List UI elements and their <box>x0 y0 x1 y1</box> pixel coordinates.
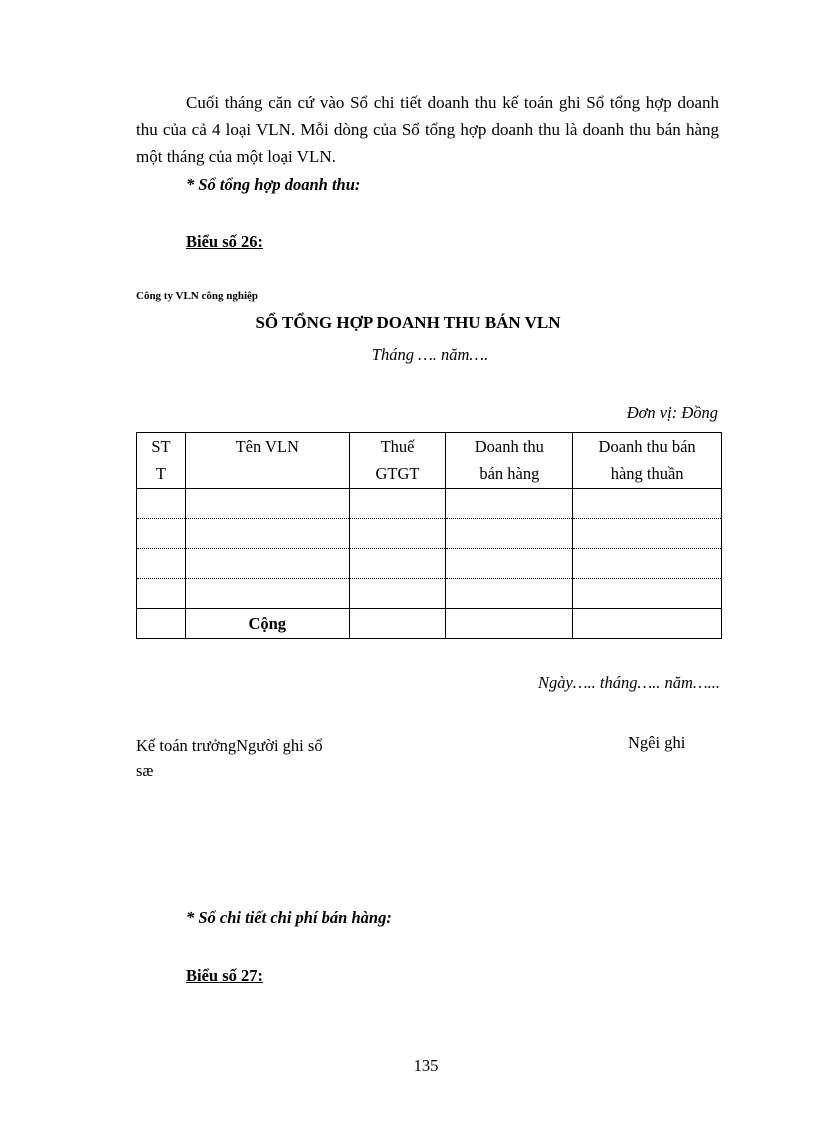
intro-paragraph: Cuối tháng căn cứ vào Sổ chi tiết doanh thu kế toán ghi Sổ tổng hợp doanh thu của cả 4 loại VLN. Mỗi dòng của Sổ tổng hợp doanh thu là doanh thu bán hàng một tháng của một loại VLN. <box>136 93 719 166</box>
table-cell <box>349 579 446 609</box>
table-header-row <box>137 433 722 489</box>
date-line: Ngày….. tháng….. năm…... <box>538 673 720 692</box>
form-title: SỔ TỔNG HỢP DOANH THU BÁN VLN <box>255 313 561 332</box>
table-cell <box>185 579 349 609</box>
signature-left <box>136 733 323 783</box>
table-cell <box>573 549 722 579</box>
table-cell <box>349 549 446 579</box>
table-cell <box>446 609 573 639</box>
table-cell <box>349 519 446 549</box>
table-row <box>137 489 722 519</box>
table-cell <box>573 519 722 549</box>
table-cell <box>185 519 349 549</box>
signature-right: Ngêi ghi <box>628 733 686 752</box>
table-cell <box>446 519 573 549</box>
table-cell <box>137 549 186 579</box>
column-header-vat: Thuế GTGT <box>349 433 446 489</box>
table-cell <box>573 579 722 609</box>
table-total-row <box>137 609 722 639</box>
table-cell <box>573 609 722 639</box>
table-cell <box>446 489 573 519</box>
table-cell <box>573 489 722 519</box>
form-number-label: Biểu số 26: <box>186 232 264 251</box>
table-cell <box>446 549 573 579</box>
column-header-name: Tên VLN <box>185 433 349 489</box>
table-row <box>137 579 722 609</box>
table-cell <box>185 489 349 519</box>
table-cell <box>137 609 186 639</box>
total-label: Cộng <box>185 609 349 639</box>
table-cell <box>349 609 446 639</box>
page-number: 135 <box>413 1056 439 1075</box>
currency-unit: Đơn vị: Đồng <box>626 403 718 422</box>
column-header-sales-revenue: Doanh thu bán hàng <box>446 433 573 489</box>
section-heading-revenue-summary: * Sổ tổng hợp doanh thu: <box>186 175 361 194</box>
section-heading-selling-expense: * Sổ chi tiết chi phí bán hàng: <box>186 908 392 927</box>
form-number-label-2: Biểu số 27: <box>186 966 264 985</box>
table-cell <box>349 489 446 519</box>
form-period: Tháng …. năm…. <box>371 345 489 364</box>
revenue-summary-table <box>136 432 722 639</box>
signature-chief-accountant: Kế toán trưởngNgười ghi sổ <box>136 736 323 755</box>
table-row <box>137 519 722 549</box>
table-cell <box>137 519 186 549</box>
table-cell <box>137 489 186 519</box>
table-cell <box>185 549 349 579</box>
company-name: Công ty VLN công nghiệp <box>136 290 259 302</box>
table-cell <box>137 579 186 609</box>
column-header-net-revenue: Doanh thu bán hàng thuần <box>573 433 722 489</box>
column-header-index: ST T <box>137 433 186 489</box>
table-cell <box>446 579 573 609</box>
signature-overflow-text: sæ <box>136 761 154 780</box>
table-row <box>137 549 722 579</box>
